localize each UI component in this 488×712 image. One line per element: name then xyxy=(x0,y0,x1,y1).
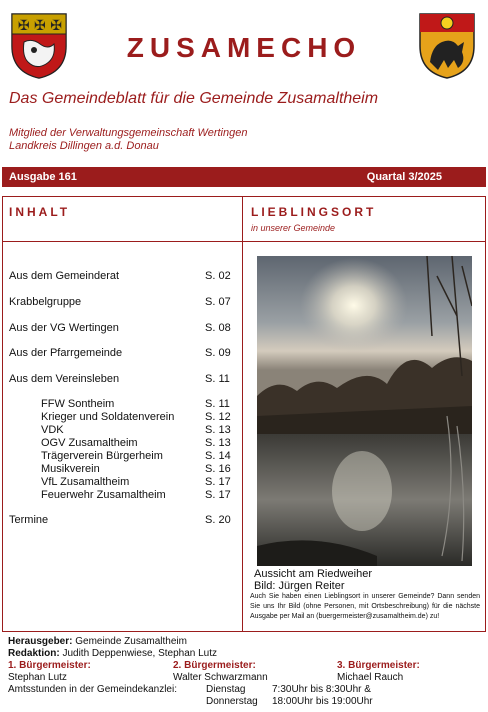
toc-subitem[interactable] xyxy=(41,398,234,410)
office-hours-day1: Dienstag xyxy=(206,684,246,695)
editor-line xyxy=(8,648,217,659)
page-title: ZUSAMECHO xyxy=(126,32,362,63)
district-line: Landkreis Dillingen a.d. Donau xyxy=(9,140,159,152)
toc-subitem[interactable] xyxy=(41,463,234,475)
column-divider xyxy=(242,196,243,632)
mayor2-label: 2. Bürgermeister: xyxy=(173,660,256,671)
toc-subitem-label: VDK xyxy=(41,424,64,436)
toc-subitem-label: FFW Sontheim xyxy=(41,398,115,410)
lake-photo xyxy=(257,256,472,566)
toc-subitem-label: Trägerverein Bürgerheim xyxy=(41,450,163,462)
toc-item-page: S. 08 xyxy=(205,322,231,334)
toc-item[interactable] xyxy=(9,296,234,308)
toc-subitem-label: VfL Zusamaltheim xyxy=(41,476,130,488)
mayor2-name: Walter Schwarzmann xyxy=(173,672,268,683)
toc-item-label: Aus der VG Wertingen xyxy=(9,322,119,334)
mayor3-name: Michael Rauch xyxy=(337,672,404,683)
photo-caption-title: Aussicht am Riedweiher xyxy=(254,568,372,580)
mayor3-label: 3. Bürgermeister: xyxy=(337,660,420,671)
toc-subitem[interactable] xyxy=(41,489,234,501)
office-hours-label: Amtsstunden in der Gemeindekanzlei: xyxy=(8,684,177,695)
toc-subitem-page: S. 17 xyxy=(205,476,231,488)
toc-subitem[interactable] xyxy=(41,411,234,423)
toc-item[interactable] xyxy=(9,373,234,385)
office-hours-time1: 7:30Uhr bis 8:30Uhr & xyxy=(272,684,371,695)
editor-label: Redaktion: xyxy=(8,648,60,659)
toc-item[interactable] xyxy=(9,270,234,282)
issue-quarter: Quartal 3/2025 xyxy=(366,171,442,183)
toc-item-page: S. 11 xyxy=(205,373,230,385)
page-subtitle: Das Gemeindeblatt für die Gemeinde Zusamaltheim xyxy=(9,90,379,107)
favorite-subheading: in unserer Gemeinde xyxy=(251,223,336,233)
toc-subitem-page: S. 13 xyxy=(205,437,231,449)
toc-item-label: Aus dem Vereinsleben xyxy=(9,373,120,385)
publisher-label: Herausgeber: xyxy=(8,636,73,647)
issue-bar xyxy=(2,167,486,187)
toc-item-label: Termine xyxy=(9,514,49,526)
toc-subitem[interactable] xyxy=(41,437,234,449)
toc-subitem-page: S. 12 xyxy=(205,411,231,423)
toc-subitem-label: Krieger und Soldatenverein xyxy=(41,411,175,423)
toc-subitem[interactable] xyxy=(41,476,234,488)
toc-item[interactable] xyxy=(9,347,234,359)
publisher-name: Gemeinde Zusamaltheim xyxy=(75,636,187,647)
toc-subitem[interactable] xyxy=(41,424,234,436)
toc-heading: INHALT xyxy=(9,205,71,219)
toc-subitem-page: S. 11 xyxy=(205,398,230,410)
coat-of-arms-left xyxy=(10,12,68,80)
toc-item-page: S. 09 xyxy=(205,347,231,359)
membership-line: Mitglied der Verwaltungsgemeinschaft Wertingen xyxy=(9,127,248,139)
toc-subitem-label: Musikverein xyxy=(41,463,100,475)
toc-subitem-page: S. 17 xyxy=(205,489,231,501)
toc-item[interactable] xyxy=(9,322,234,334)
toc-subitem[interactable] xyxy=(41,450,234,462)
toc-subitem-page: S. 16 xyxy=(205,463,231,475)
office-hours-day2: Donnerstag xyxy=(206,696,258,707)
toc-item-page: S. 07 xyxy=(205,296,231,308)
toc-item-label: Aus dem Gemeinderat xyxy=(9,270,120,282)
toc-item-label: Krabbelgruppe xyxy=(9,296,82,308)
svg-text:✠ ✠ ✠: ✠ ✠ ✠ xyxy=(18,18,63,34)
publisher-line xyxy=(8,636,187,647)
office-hours-time2: 18:00Uhr bis 19:00Uhr xyxy=(272,696,373,707)
toc-subitem-label: OGV Zusamaltheim xyxy=(41,437,138,449)
mayor1-label: 1. Bürgermeister: xyxy=(8,660,91,671)
issue-number: Ausgabe 161 xyxy=(9,171,77,183)
photo-caption-credit: Bild: Jürgen Reiter xyxy=(254,580,345,592)
mayor1-name: Stephan Lutz xyxy=(8,672,67,683)
toc-item-page: S. 02 xyxy=(205,270,231,282)
toc-item[interactable] xyxy=(9,514,234,526)
toc-subitem-page: S. 13 xyxy=(205,424,231,436)
toc-item-page: S. 20 xyxy=(205,514,231,526)
toc-subitem-page: S. 14 xyxy=(205,450,231,462)
submission-note: Auch Sie haben einen Lieblingsort in unserer Gemeinde? Dann senden Sie uns Ihr Bild (ohne Personen, mit Ortsbeschreibung) für die nächste Ausgabe per Mail an (buergermeister@zusamaltheim.de) zu! xyxy=(250,593,480,620)
heading-divider xyxy=(2,241,486,242)
favorite-heading: LIEBLINGSORT xyxy=(251,205,377,219)
coat-of-arms-right xyxy=(418,12,476,80)
toc-subitem-label: Feuerwehr Zusamaltheim xyxy=(41,489,166,501)
editor-names: Judith Deppenwiese, Stephan Lutz xyxy=(62,648,218,659)
toc-item-label: Aus der Pfarrgemeinde xyxy=(9,347,123,359)
